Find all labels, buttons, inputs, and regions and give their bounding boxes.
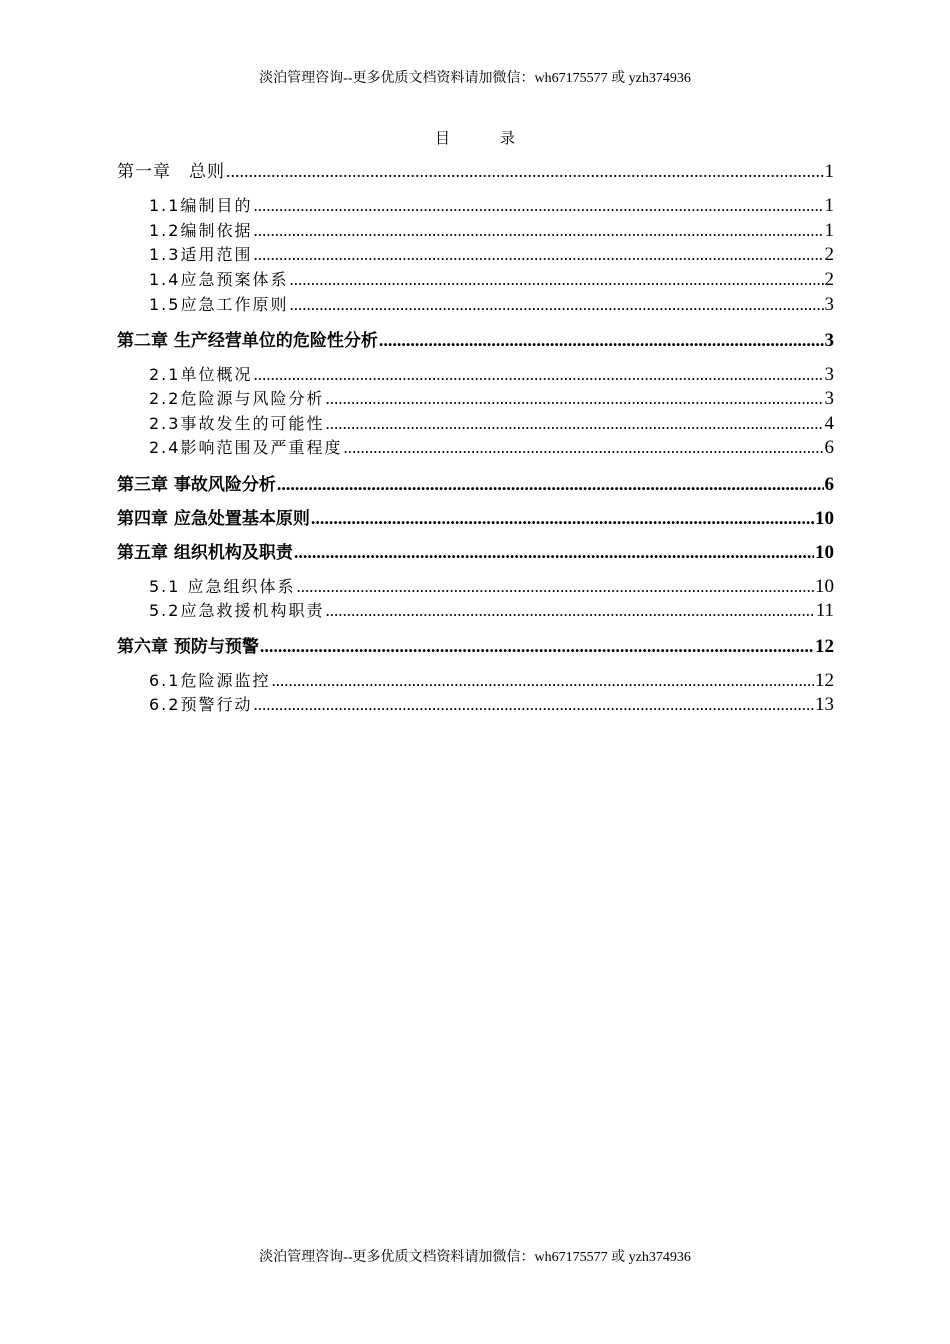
toc-entry-section-6-2[interactable] xyxy=(149,693,834,717)
toc-entry-page: 3 xyxy=(824,364,834,385)
toc-title-right: 录 xyxy=(500,129,516,147)
toc-entry-chapter-6[interactable] xyxy=(117,634,834,658)
dot-leader xyxy=(325,599,814,623)
toc-entry-label: 1.1编制目的 xyxy=(149,196,253,215)
toc-entry-page: 1 xyxy=(824,195,834,216)
toc-entry-page: 6 xyxy=(824,474,834,495)
toc-entry-label: 2.4影响范围及严重程度 xyxy=(149,438,343,457)
dot-leader xyxy=(294,540,814,564)
toc-entry-page: 12 xyxy=(815,670,834,691)
toc-entry-page: 4 xyxy=(824,413,834,434)
dot-leader xyxy=(271,669,814,693)
toc-entry-page: 1 xyxy=(824,220,834,241)
dot-leader xyxy=(226,159,824,183)
toc-entry-label: 第三章 事故风险分析 xyxy=(117,475,276,495)
toc-entry-label: 6.1危险源监控 xyxy=(149,671,271,690)
dot-leader xyxy=(311,506,814,530)
toc-entry-section-5-1[interactable] xyxy=(149,575,834,599)
toc-entry-label: 2.2危险源与风险分析 xyxy=(149,389,325,408)
toc-entry-page: 12 xyxy=(815,636,834,657)
toc-entry-page: 10 xyxy=(815,576,834,597)
toc-entry-page: 10 xyxy=(815,542,834,563)
toc-entry-page: 2 xyxy=(824,269,834,290)
toc-entry-section-2-3[interactable] xyxy=(149,412,834,436)
dot-leader xyxy=(253,243,823,267)
toc-entry-chapter-2[interactable] xyxy=(117,328,834,352)
dot-leader xyxy=(260,634,814,658)
dot-leader xyxy=(289,268,823,292)
toc-entry-label: 5.1 应急组织体系 xyxy=(149,577,296,596)
toc-entry-label: 6.2预警行动 xyxy=(149,695,253,714)
dot-leader xyxy=(343,436,823,460)
toc-entry-page: 3 xyxy=(824,294,834,315)
toc-entry-chapter-4[interactable] xyxy=(117,506,834,530)
toc-entry-page: 3 xyxy=(824,330,834,351)
toc-entry-label: 1.2编制依据 xyxy=(149,221,253,240)
toc-entry-section-1-2[interactable] xyxy=(149,219,834,243)
dot-leader xyxy=(325,387,823,411)
toc-entry-section-5-2[interactable] xyxy=(149,599,834,623)
toc-entry-section-1-4[interactable] xyxy=(149,268,834,292)
dot-leader xyxy=(289,293,823,317)
dot-leader xyxy=(277,472,824,496)
dot-leader xyxy=(253,693,814,717)
dot-leader xyxy=(253,194,823,218)
toc-entry-label: 1.5应急工作原则 xyxy=(149,295,289,314)
dot-leader xyxy=(253,363,823,387)
dot-leader xyxy=(253,219,823,243)
toc-entry-label: 第六章 预防与预警 xyxy=(117,637,259,657)
toc-entry-page: 11 xyxy=(815,600,834,621)
toc-entry-label: 1.4应急预案体系 xyxy=(149,270,289,289)
dot-leader xyxy=(325,412,823,436)
toc-entry-section-1-3[interactable] xyxy=(149,243,834,267)
toc-entry-label: 2.1单位概况 xyxy=(149,365,253,384)
toc-entry-chapter-1[interactable] xyxy=(117,159,834,183)
toc-entry-page: 3 xyxy=(824,388,834,409)
toc-entry-page: 6 xyxy=(824,437,834,458)
toc-entry-page: 13 xyxy=(815,694,834,715)
toc-entry-section-2-1[interactable] xyxy=(149,363,834,387)
toc-entry-label: 1.3适用范围 xyxy=(149,245,253,264)
toc-entry-chapter-3[interactable] xyxy=(117,472,834,496)
toc-entry-label: 第二章 生产经营单位的危险性分析 xyxy=(117,331,378,351)
toc-entry-page: 10 xyxy=(815,508,834,529)
toc-entry-label: 2.3事故发生的可能性 xyxy=(149,414,325,433)
page-header-note: 淡泊管理咨询--更多优质文档资料请加微信：wh67175577 或 yzh374936 xyxy=(259,71,691,86)
toc-entry-section-1-1[interactable] xyxy=(149,194,834,218)
toc-entry-label: 5.2应急救援机构职责 xyxy=(149,601,325,620)
toc-entry-section-2-2[interactable] xyxy=(149,387,834,411)
toc-title-left: 目 xyxy=(434,129,450,147)
toc-title xyxy=(0,127,950,148)
toc-entry-section-2-4[interactable] xyxy=(149,436,834,460)
toc-entry-page: 1 xyxy=(824,161,834,182)
toc-entry-page: 2 xyxy=(824,244,834,265)
toc-entry-chapter-5[interactable] xyxy=(117,540,834,564)
dot-leader xyxy=(379,328,824,352)
page-footer-note: 淡泊管理咨询--更多优质文档资料请加微信：wh67175577 或 yzh374936 xyxy=(259,1250,691,1265)
toc-entry-label: 第五章 组织机构及职责 xyxy=(117,543,293,563)
toc-entry-label: 第四章 应急处置基本原则 xyxy=(117,509,310,529)
toc-entry-label: 第一章 总则 xyxy=(117,162,225,182)
toc-entry-section-1-5[interactable] xyxy=(149,293,834,317)
toc-entry-section-6-1[interactable] xyxy=(149,669,834,693)
dot-leader xyxy=(297,575,814,599)
